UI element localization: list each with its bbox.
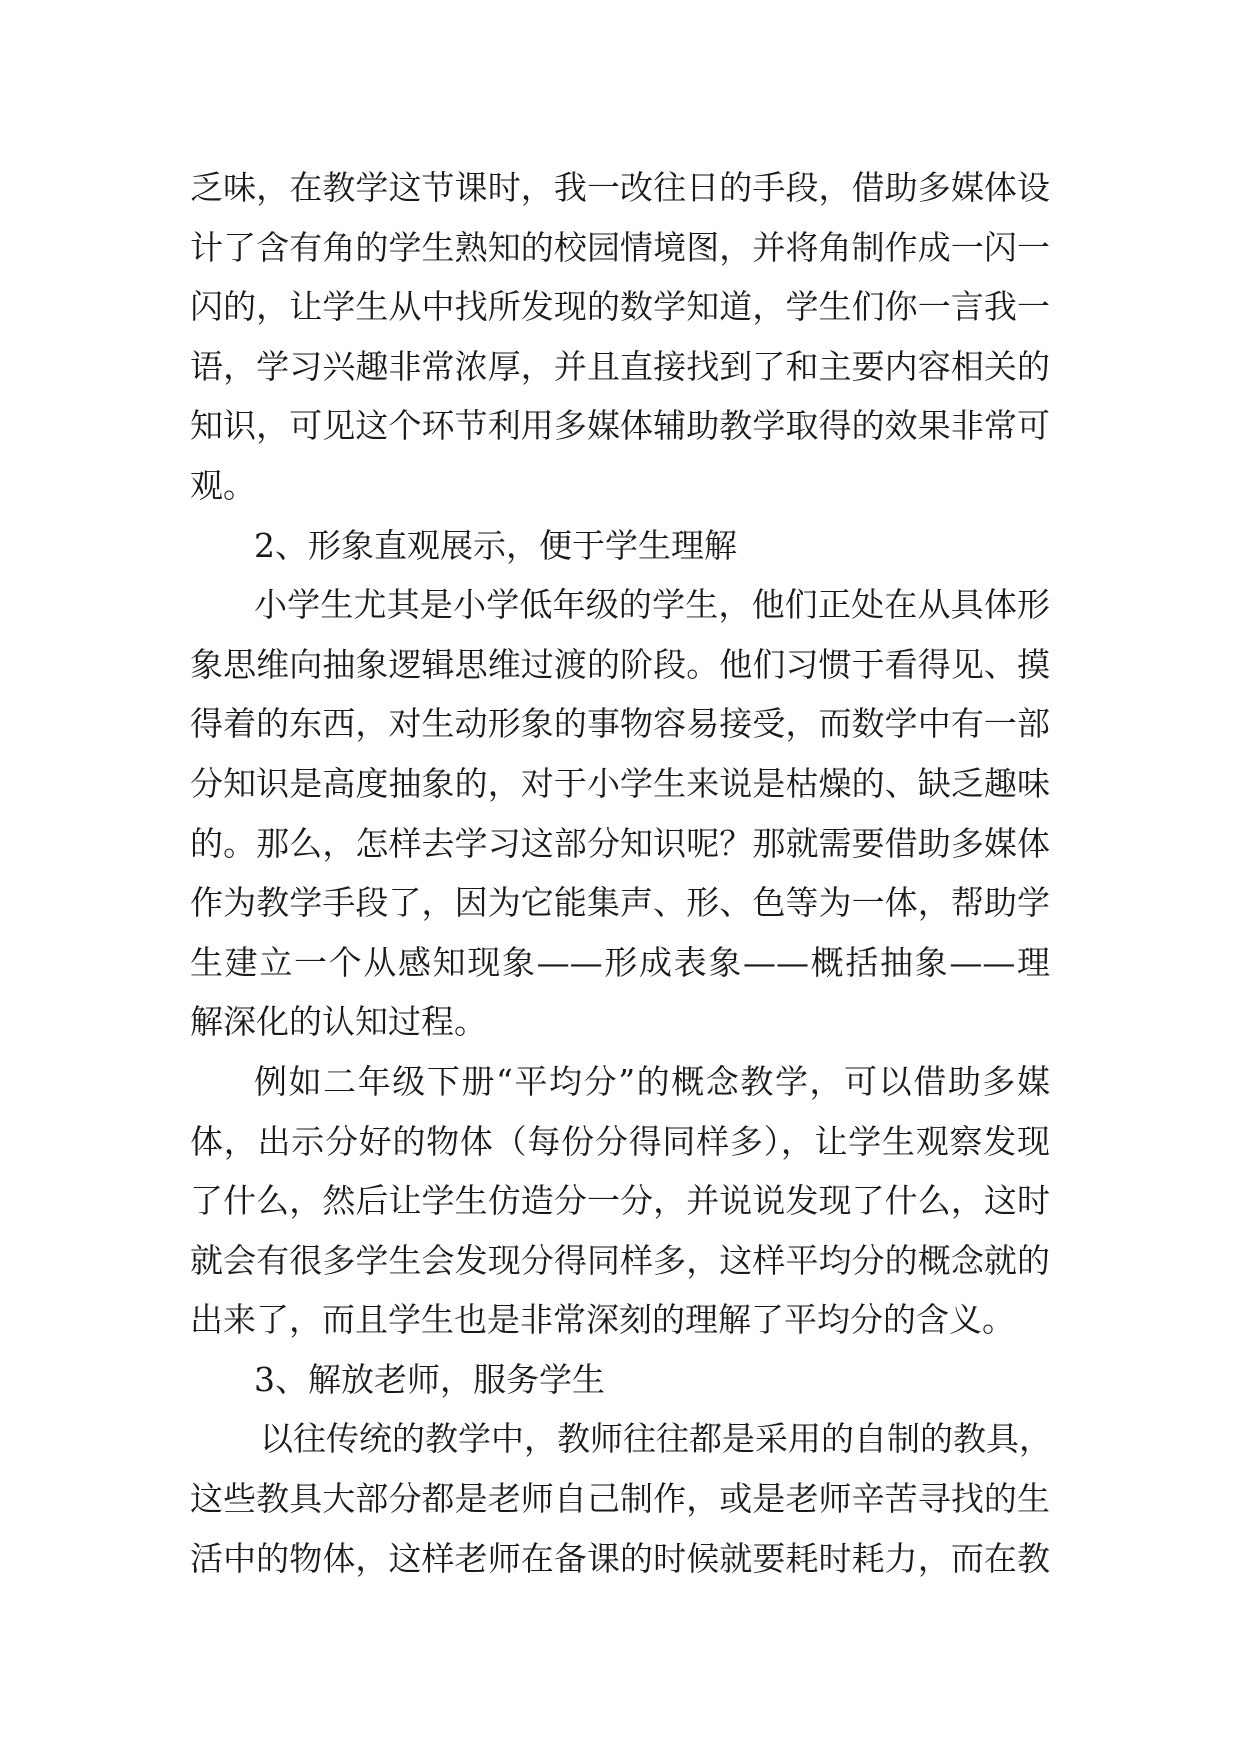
text-line: 观。	[190, 465, 256, 505]
paragraph-first-line: 例如二年级下册“平均分”的概念教学，可以借助多媒	[254, 1061, 1050, 1101]
body-text	[190, 158, 1050, 1588]
text-line: 计了含有角的学生熟知的校园情境图，并将角制作成一闪一	[190, 227, 1050, 267]
section-heading: 2、形象直观展示，便于学生理解	[254, 525, 737, 565]
text-line: 解深化的认知过程。	[190, 1002, 487, 1042]
text-line: 象思维向抽象逻辑思维过渡的阶段。他们习惯于看得见、摸	[190, 644, 1050, 684]
paragraph-first-line: 小学生尤其是小学低年级的学生，他们正处在从具体形	[254, 585, 1050, 625]
text-line: 体，出示分好的物体（每份分得同样多），让学生观察发现	[190, 1121, 1050, 1161]
text-line: 活中的物体，这样老师在备课的时候就要耗时耗力，而在教	[190, 1538, 1050, 1578]
text-line: 就会有很多学生会发现分得同样多，这样平均分的概念就的	[190, 1240, 1050, 1280]
section-heading: 3、解放老师，服务学生	[254, 1359, 605, 1399]
text-line: 生建立一个从感知现象——形成表象——概括抽象——理	[190, 942, 1050, 982]
text-line: 的。那么，怎样去学习这部分知识呢？那就需要借助多媒体	[190, 823, 1050, 863]
text-line: 语，学习兴趣非常浓厚，并且直接找到了和主要内容相关的	[190, 346, 1050, 386]
text-line: 闪的，让学生从中找所发现的数学知道，学生们你一言我一	[190, 287, 1050, 327]
text-line: 出来了，而且学生也是非常深刻的理解了平均分的含义。	[190, 1300, 1015, 1340]
text-line: 了什么，然后让学生仿造分一分，并说说发现了什么，这时	[190, 1181, 1050, 1221]
paragraph-first-line: 以往传统的教学中，教师往往都是采用的自制的教具，	[260, 1419, 1052, 1459]
text-line: 知识，可见这个环节利用多媒体辅助教学取得的效果非常可	[190, 406, 1050, 446]
text-line: 乏味，在教学这节课时，我一改往日的手段，借助多媒体设	[190, 168, 1050, 207]
text-line: 分知识是高度抽象的，对于小学生来说是枯燥的、缺乏趣味	[190, 763, 1050, 803]
text-line: 得着的东西，对生动形象的事物容易接受，而数学中有一部	[190, 704, 1050, 744]
text-line: 这些教具大部分都是老师自己制作，或是老师辛苦寻找的生	[190, 1479, 1050, 1519]
text-line: 作为教学手段了，因为它能集声、形、色等为一体，帮助学	[190, 883, 1050, 923]
